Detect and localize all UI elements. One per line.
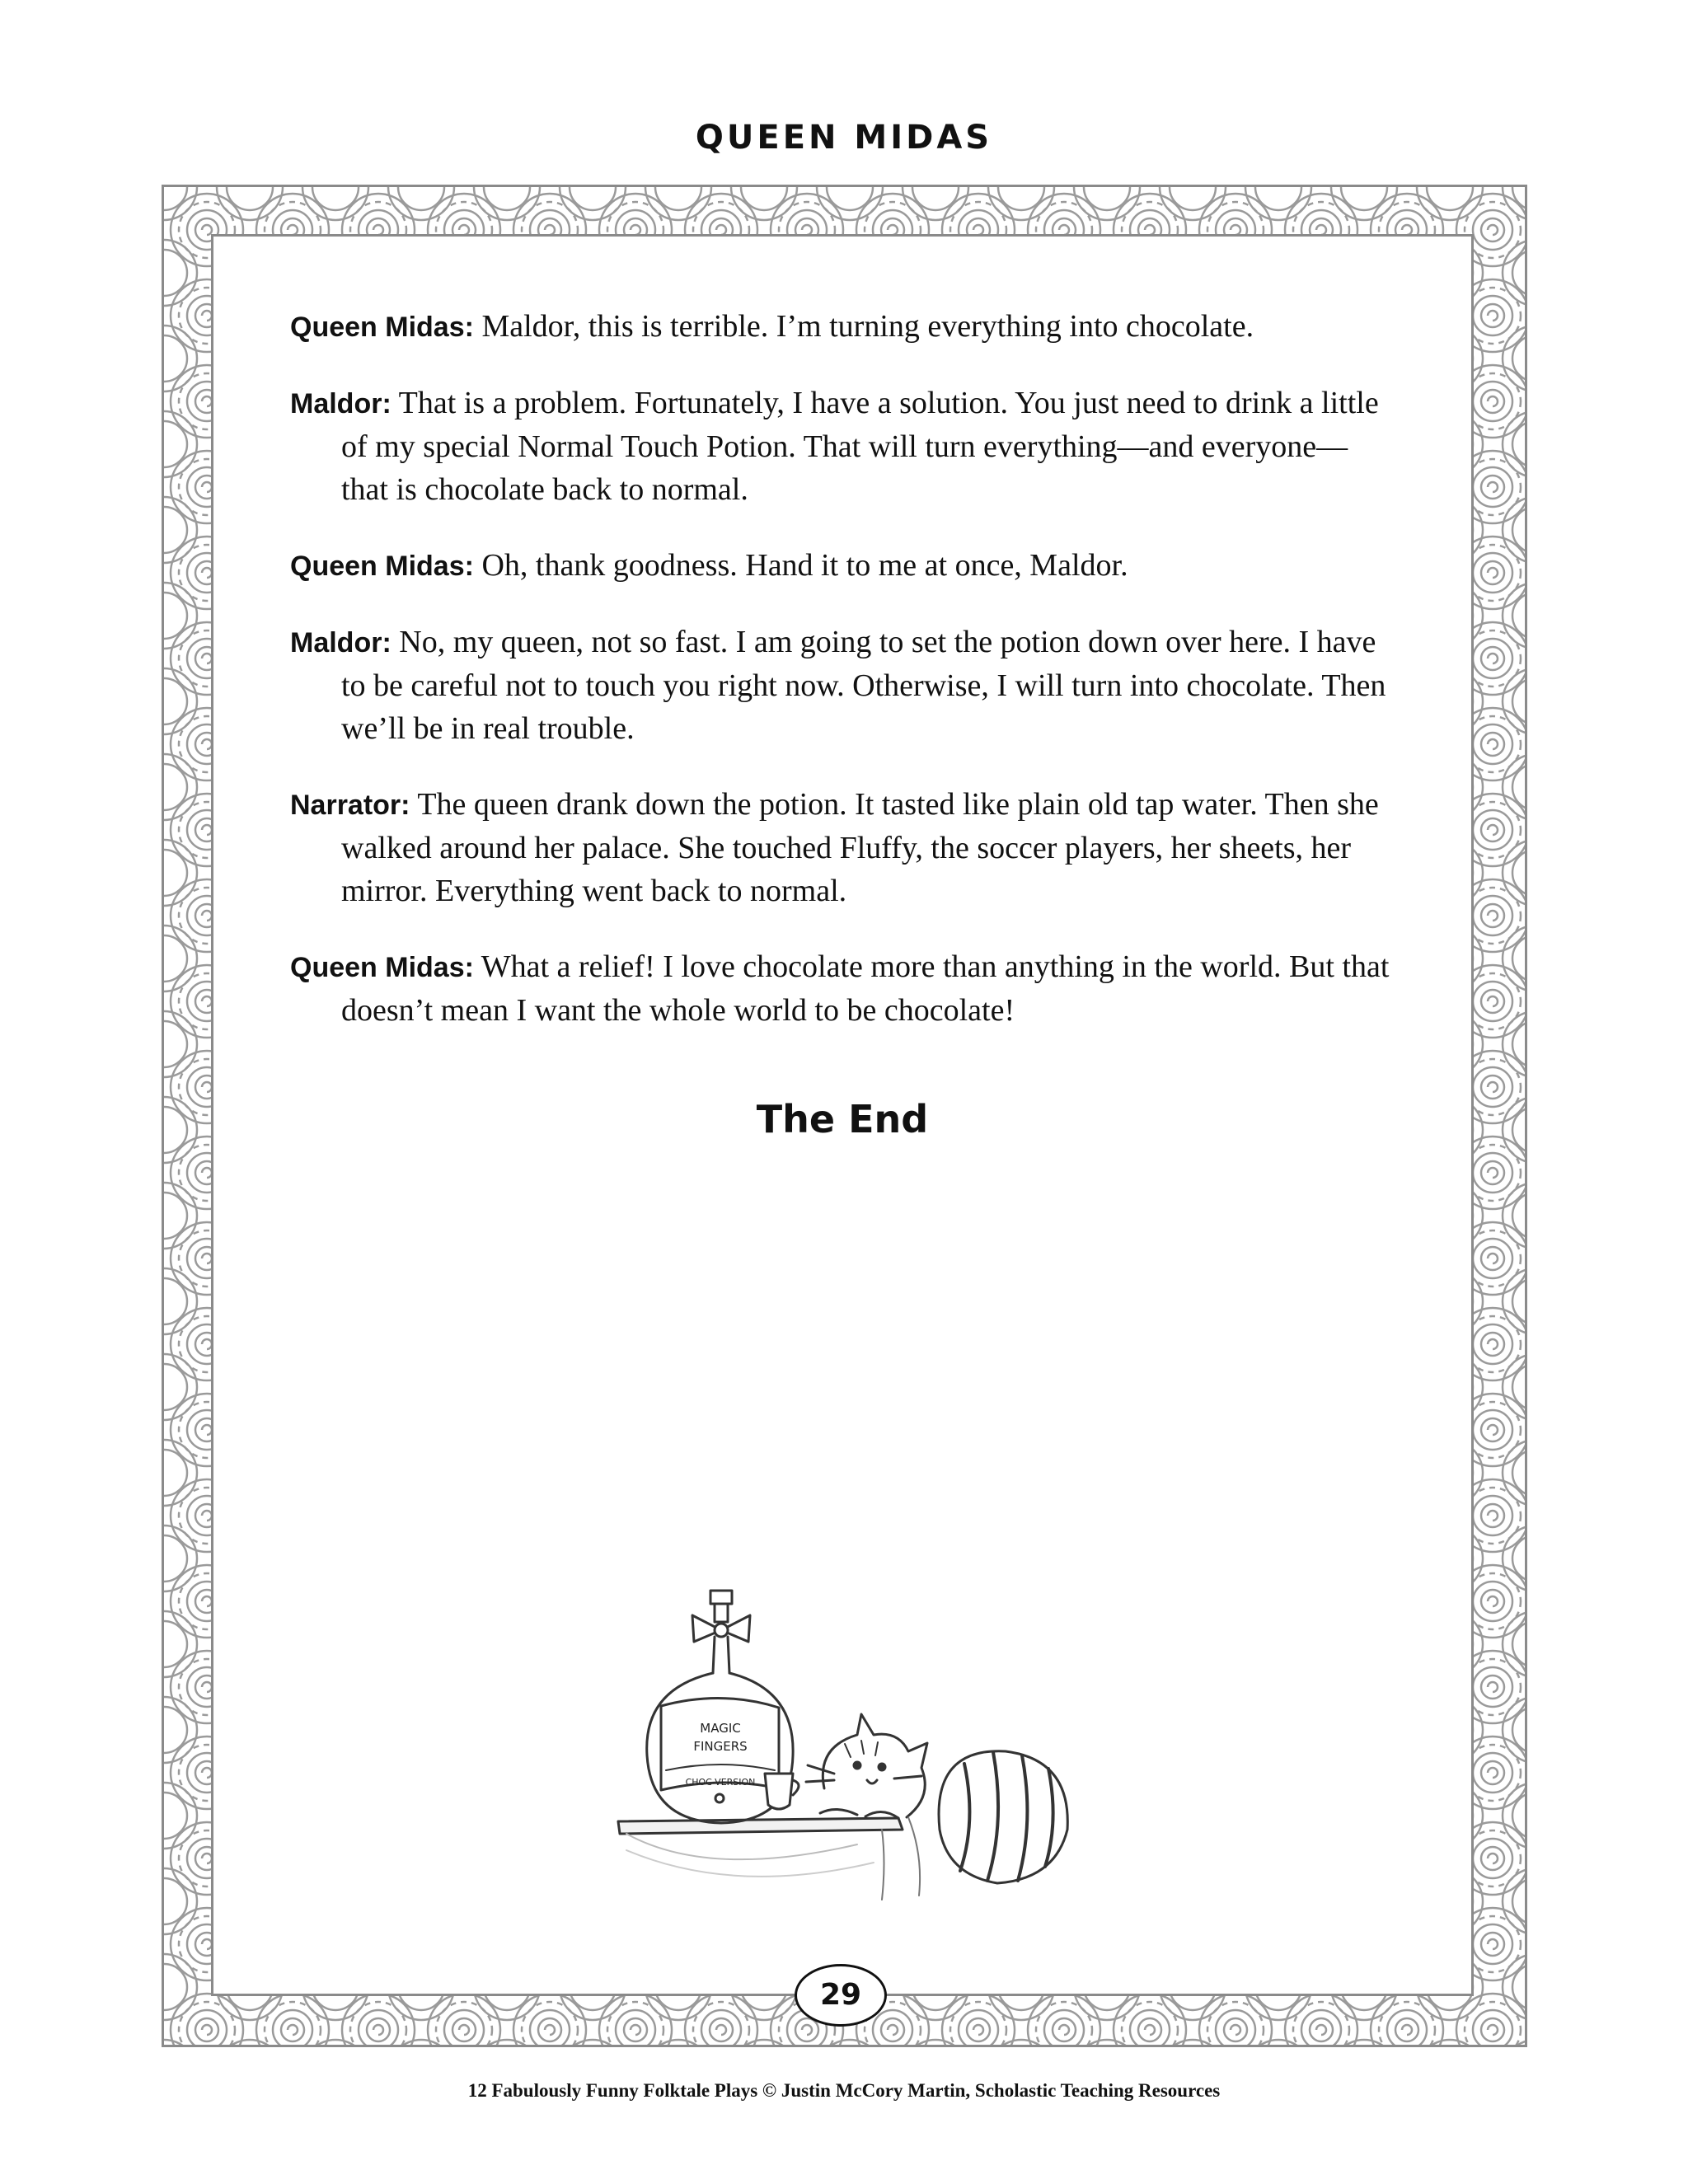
page-header-title: QUEEN MIDAS [695,119,993,157]
dialogue-text: Maldor, this is terrible. I’m turning everything into chocolate. [481,309,1254,344]
copyright-footer: 12 Fabulously Funny Folktale Plays © Justin McCory Martin, Scholastic Teaching Resources [467,2080,1221,2101]
dialogue-text: What a relief! I love chocolate more than anything in the world. But that doesn’t mean I want the whole world to be chocolate! [341,949,1390,1028]
the-end-heading: The End [756,1097,929,1141]
speaker-name: Queen Midas: [290,952,474,983]
script-line [290,945,1395,1032]
play-script [290,305,1395,1065]
potion-and-cat-illustration [610,1582,1104,1929]
bottle-label-line-2: FINGERS [693,1739,748,1754]
speaker-name: Queen Midas: [290,312,474,343]
page-number-badge: 29 [795,1964,887,2027]
script-line [290,305,1395,349]
speaker-name: Maldor: [290,627,392,658]
bottle-label-line-1: MAGIC [700,1721,741,1736]
dialogue-text: The queen drank down the potion. It tasted like plain old tap water. Then she walked around her palace. She touched Fluffy, the soccer players, her sheets, her mirror. Everything went back to normal. [341,787,1379,908]
script-line [290,621,1395,750]
script-line [290,783,1395,912]
speaker-name: Narrator: [290,790,410,821]
dialogue-text: No, my queen, not so fast. I am going to set the potion down over here. I have to be careful not to touch you right now. Otherwise, I will turn into chocolate. Then we’ll be in real trouble. [341,625,1386,746]
script-line [290,382,1395,511]
dialogue-text: That is a problem. Fortunately, I have a solution. You just need to drink a little of my special Normal Touch Potion. That will turn everything—and everyone—that is chocolate back to normal. [341,386,1379,507]
script-line [290,544,1395,588]
dialogue-text: Oh, thank goodness. Hand it to me at once, Maldor. [481,548,1128,583]
speaker-name: Queen Midas: [290,551,474,582]
speaker-name: Maldor: [290,388,392,419]
bottle-label-line-3: CHOC-VERSION [685,1777,756,1788]
